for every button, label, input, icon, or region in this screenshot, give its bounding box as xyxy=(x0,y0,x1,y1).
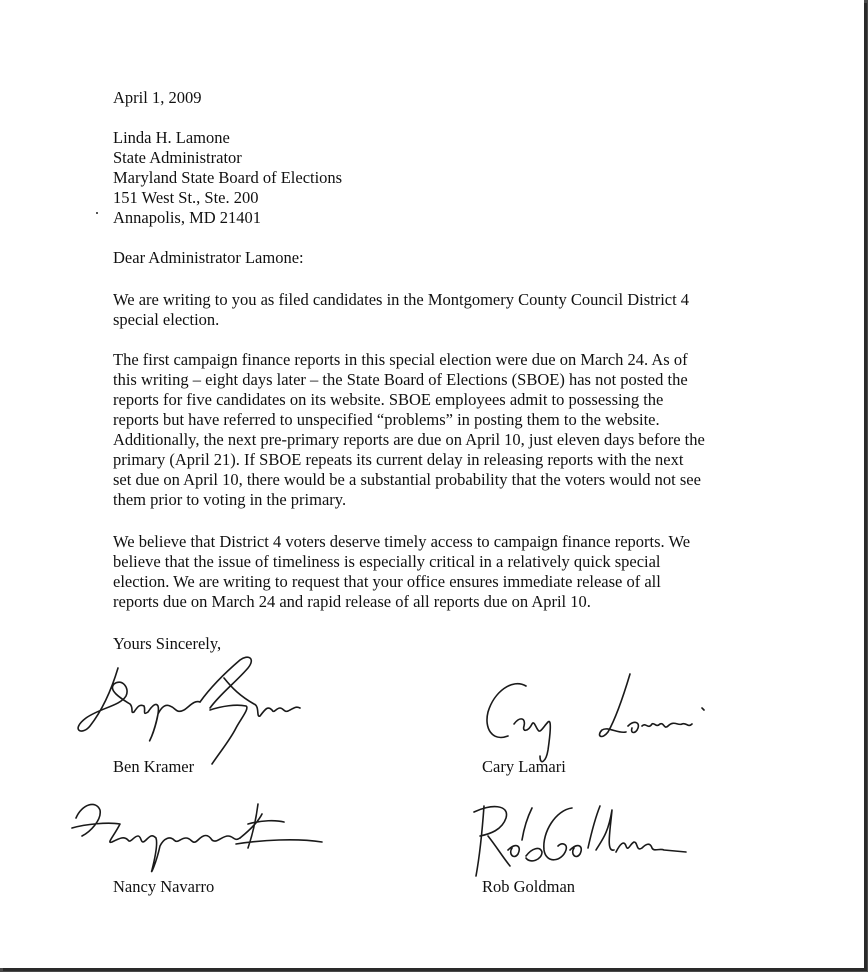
paragraph-2-line-4: reports but have referred to unspecified “problems” in posting them to the website. xyxy=(113,410,660,429)
recipient-city: Annapolis, MD 21401 xyxy=(113,208,262,227)
nancy-navarro-signature xyxy=(62,784,332,884)
paragraph-1-line-2: special election. xyxy=(113,310,220,329)
paragraph-2-line-3: reports for five candidates on its website. SBOE employees admit to possessing the xyxy=(113,390,664,409)
recipient-organization: Maryland State Board of Elections xyxy=(113,168,343,187)
paragraph-1-line-1: We are writing to you as filed candidates in the Montgomery County Council District 4 xyxy=(113,290,690,309)
paragraph-3-line-4: reports due on March 24 and rapid release of all reports due on April 10. xyxy=(113,592,591,611)
signatory-ben-kramer: Ben Kramer xyxy=(113,757,195,776)
paragraph-3-line-1: We believe that District 4 voters deserve timely access to campaign finance reports. We xyxy=(113,532,691,551)
paragraph-2-line-6: primary (April 21). If SBOE repeats its current delay in releasing reports with the next xyxy=(113,450,684,469)
paragraph-2-line-7: set due on April 10, there would be a substantial probability that the voters would not see xyxy=(113,470,701,489)
recipient-name: Linda H. Lamone xyxy=(113,128,230,147)
paragraph-2-line-5: Additionally, the next pre-primary reports are due on April 10, just eleven days before the xyxy=(113,430,705,449)
salutation: Dear Administrator Lamone: xyxy=(113,248,304,267)
recipient-street: 151 West St., Ste. 200 xyxy=(113,188,259,207)
signatory-rob-goldman: Rob Goldman xyxy=(482,877,576,896)
closing: Yours Sincerely, xyxy=(113,634,222,653)
paragraph-3-line-3: election. We are writing to request that your office ensures immediate release of all xyxy=(113,572,661,591)
letter-date: April 1, 2009 xyxy=(113,88,202,107)
scan-speck xyxy=(96,212,98,214)
paragraph-2-line-2: this writing – eight days later – the State Board of Elections (SBOE) has not posted the xyxy=(113,370,688,389)
rob-goldman-signature xyxy=(466,790,696,890)
signatory-nancy-navarro: Nancy Navarro xyxy=(113,877,215,896)
paragraph-2-line-1: The first campaign finance reports in this special election were due on March 24. As of xyxy=(113,350,688,369)
paragraph-2-line-8: them prior to voting in the primary. xyxy=(113,490,347,509)
paragraph-3-line-2: believe that the issue of timeliness is especially critical in a relatively quick special xyxy=(113,552,661,571)
signatory-cary-lamari: Cary Lamari xyxy=(482,757,566,776)
recipient-title: State Administrator xyxy=(113,148,242,167)
